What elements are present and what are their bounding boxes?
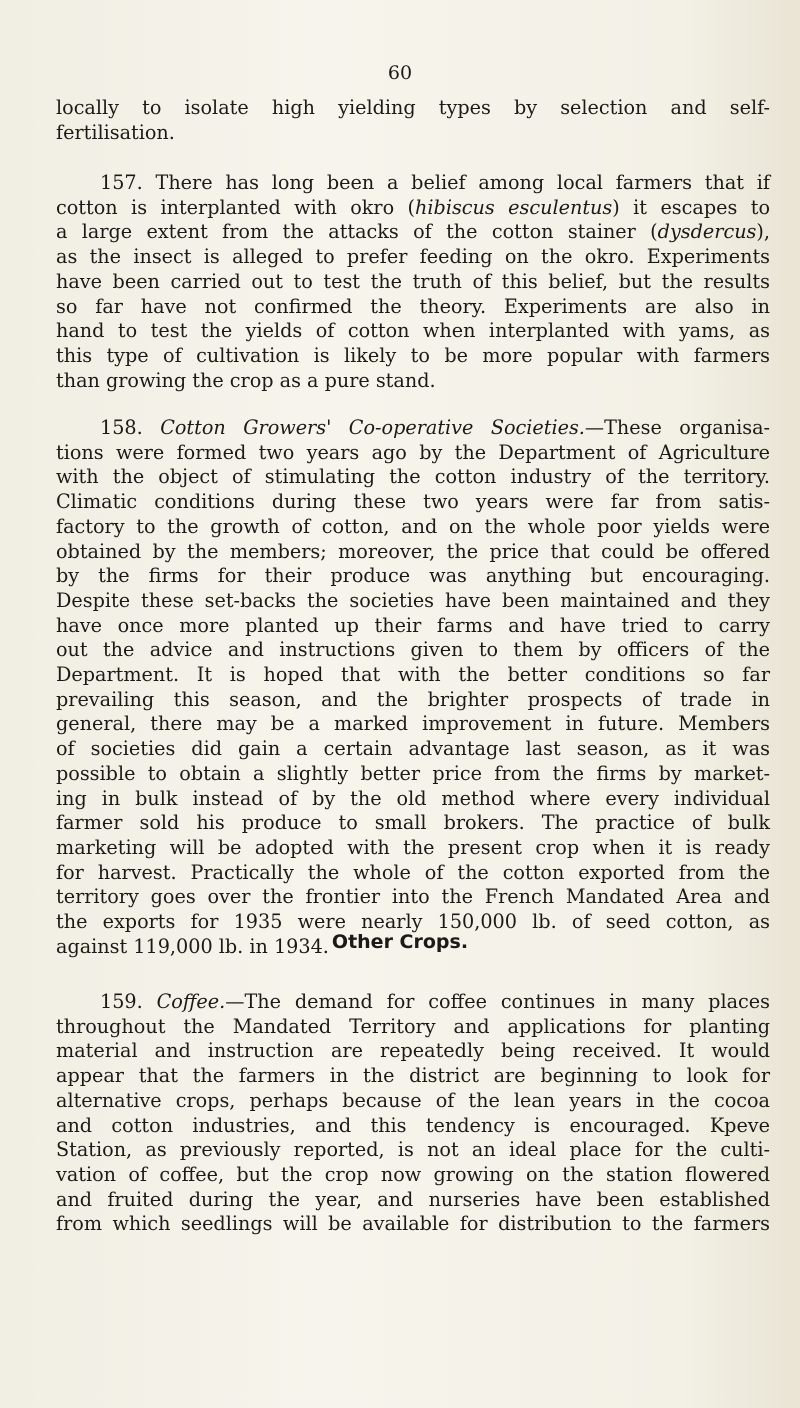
text-line: a large extent from the attacks of the cotton stainer (dysdercus), (56, 220, 770, 244)
text-line: and cotton industries, and this tendency is encouraged. Kpeve (56, 1113, 770, 1137)
text-line: than growing the crop as a pure stand. (56, 368, 436, 392)
text-line: cotton is interplanted with okro (hibiscus esculentus) it escapes to (56, 195, 771, 219)
text-line: Despite these set-backs the societies have been maintained and they (56, 588, 770, 612)
text-line: farmer sold his produce to small brokers. The practice of bulk (56, 811, 770, 835)
text-line: ing in bulk instead of by the old method where every individual (56, 786, 770, 810)
text-line: from which seedlings will be available for distribution to the farmers (56, 1212, 770, 1236)
text-line: general, there may be a marked improvement in future. Members (56, 712, 770, 736)
section-heading: Other Crops. (331, 931, 469, 953)
paragraph-number: 159. (100, 990, 143, 1013)
text-line: against 119,000 lb. in 1934. (56, 934, 329, 958)
text-line: fertilisation. (56, 120, 175, 144)
text-line: the exports for 1935 were nearly 150,000 lb. of seed cotton, as (56, 910, 770, 934)
paragraph-158 (56, 416, 770, 959)
paragraph-title: Coffee. (156, 990, 226, 1013)
text-line: for harvest. Practically the whole of the cotton exported from the (56, 860, 770, 884)
text-line: material and instruction are repeatedly being received. It would (56, 1039, 770, 1063)
paragraph-157 (56, 171, 770, 393)
paragraph-number: 158. (100, 416, 143, 439)
text-line: have once more planted up their farms and have tried to carry (56, 613, 770, 637)
text-line: have been carried out to test the truth of this belief, but the results (56, 269, 770, 293)
latin-name: hibiscus esculentus (415, 195, 613, 219)
intro-paragraph (56, 96, 770, 145)
text-line: appear that the farmers in the district are beginning to look for (56, 1064, 770, 1088)
text-line: hand to test the yields of cotton when interplanted with yams, as (56, 319, 770, 343)
text-line: marketing will be adopted with the present crop when it is ready (56, 835, 770, 859)
text-line: 159. Coffee.—The demand for coffee continues in many places (100, 990, 770, 1013)
text-line: locally to isolate high yielding types by selection and self- (56, 96, 770, 119)
page-number: 60 (387, 62, 413, 84)
text-line: by the firms for their produce was anything but encouraging. (56, 564, 770, 588)
text-line: this type of cultivation is likely to be more popular with farmers (56, 343, 770, 367)
text-line: Climatic conditions during these two years were far from satis- (56, 490, 770, 514)
text-line: obtained by the members; moreover, the price that could be offered (56, 539, 770, 563)
text-line: alternative crops, perhaps because of the lean years in the cocoa (56, 1088, 770, 1112)
text-line: Station, as previously reported, is not an ideal place for the culti- (56, 1138, 770, 1162)
text-line: possible to obtain a slightly better price from the firms by market- (56, 761, 770, 785)
text-line: of societies did gain a certain advantage last season, as it was (56, 737, 770, 761)
paragraph-number: 157. (100, 171, 143, 194)
text-line: with the object of stimulating the cotton industry of the territory. (56, 465, 770, 489)
text-line: Department. It is hoped that with the better conditions so far (56, 663, 770, 687)
text-line: so far have not confirmed the theory. Experiments are also in (56, 294, 770, 318)
text-line: prevailing this season, and the brighter prospects of trade in (56, 687, 770, 711)
latin-name: dysdercus (657, 220, 757, 244)
text-line: throughout the Mandated Territory and applications for planting (56, 1014, 770, 1038)
text-line: 157. There has long been a belief among local farmers that if (100, 171, 770, 194)
text-line: as the insect is alleged to prefer feeding on the okro. Experiments (56, 245, 770, 269)
text-line: 158. Cotton Growers' Co-operative Societies.—These organisa- (100, 416, 770, 439)
paragraph-title: Cotton Growers' Co-operative Societies. (160, 416, 585, 439)
text-line: out the advice and instructions given to them by officers of the (56, 638, 770, 662)
text-line: territory goes over the frontier into the French Mandated Area and (56, 885, 770, 909)
text-line: factory to the growth of cotton, and on the whole poor yields were (56, 514, 770, 538)
paragraph-159 (56, 990, 770, 1237)
text-line: and fruited during the year, and nurseries have been established (56, 1187, 770, 1211)
text-line: vation of coffee, but the crop now growing on the station flowered (56, 1162, 770, 1186)
text-line: tions were formed two years ago by the Department of Agriculture (56, 440, 770, 464)
